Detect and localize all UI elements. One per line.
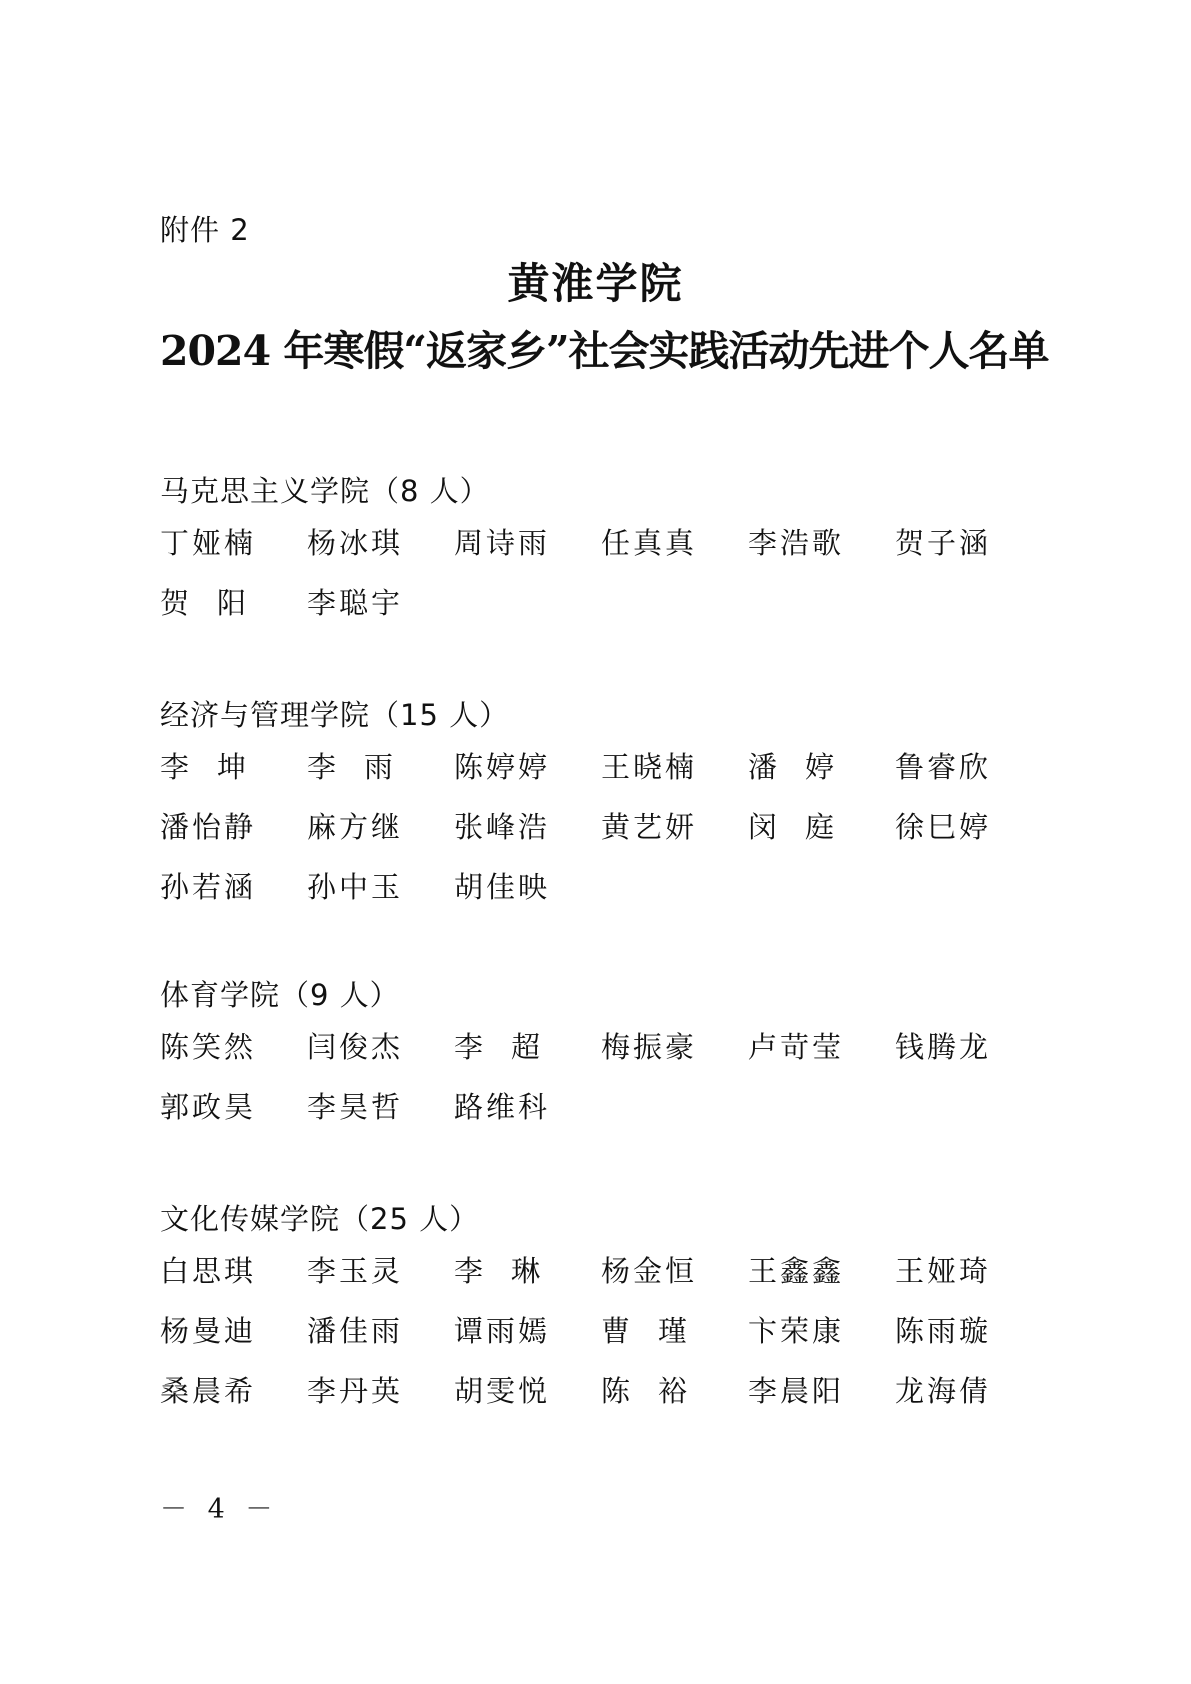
person-name: 李丹英 bbox=[307, 1374, 404, 1408]
person-name: 王晓楠 bbox=[601, 750, 698, 784]
person-name: 陈裕 bbox=[601, 1374, 716, 1408]
person-name: 杨曼迪 bbox=[160, 1314, 257, 1348]
person-name: 麻方继 bbox=[307, 810, 404, 844]
person-name: 杨金恒 bbox=[601, 1254, 698, 1288]
person-name: 桑晨希 bbox=[160, 1374, 257, 1408]
name-grid bbox=[160, 1253, 1042, 1433]
name-grid bbox=[160, 525, 1042, 645]
person-name: 郭政昊 bbox=[160, 1090, 257, 1124]
person-name: 鲁睿欣 bbox=[895, 750, 992, 784]
person-name: 张峰浩 bbox=[454, 810, 551, 844]
person-name: 贺子涵 bbox=[895, 526, 992, 560]
attachment-label: 附件 2 bbox=[160, 213, 250, 247]
section-marxism-college bbox=[160, 473, 1042, 645]
person-name: 孙中玉 bbox=[307, 870, 404, 904]
person-name: 杨冰琪 bbox=[307, 526, 404, 560]
person-name: 胡佳映 bbox=[454, 870, 551, 904]
person-name: 贺阳 bbox=[160, 586, 275, 620]
person-name: 卞荣康 bbox=[748, 1314, 845, 1348]
person-name: 潘怡静 bbox=[160, 810, 257, 844]
person-name: 钱腾龙 bbox=[895, 1030, 992, 1064]
section-heading: 马克思主义学院（8 人） bbox=[160, 474, 490, 508]
person-name: 李超 bbox=[454, 1030, 569, 1064]
section-heading: 经济与管理学院（15 人） bbox=[160, 698, 510, 732]
person-name: 路维科 bbox=[454, 1090, 551, 1124]
person-name: 李琳 bbox=[454, 1254, 569, 1288]
person-name: 卢苛莹 bbox=[748, 1030, 845, 1064]
person-name: 李聪宇 bbox=[307, 586, 404, 620]
person-name: 曹瑾 bbox=[601, 1314, 716, 1348]
page-number: － 4 － bbox=[160, 1494, 279, 1525]
person-name: 龙海倩 bbox=[895, 1374, 992, 1408]
person-name: 胡雯悦 bbox=[454, 1374, 551, 1408]
person-name: 徐巳婷 bbox=[895, 810, 992, 844]
person-name: 黄艺妍 bbox=[601, 810, 698, 844]
person-name: 梅振豪 bbox=[601, 1030, 698, 1064]
person-name: 任真真 bbox=[601, 526, 698, 560]
person-name: 王鑫鑫 bbox=[748, 1254, 845, 1288]
person-name: 孙若涵 bbox=[160, 870, 257, 904]
section-heading: 体育学院（9 人） bbox=[160, 978, 400, 1012]
section-culture-media-college bbox=[160, 1201, 1042, 1433]
person-name: 周诗雨 bbox=[454, 526, 551, 560]
name-grid bbox=[160, 1029, 1042, 1149]
person-name: 李昊哲 bbox=[307, 1090, 404, 1124]
person-name: 陈笑然 bbox=[160, 1030, 257, 1064]
section-economics-management-college bbox=[160, 697, 1042, 929]
person-name: 李晨阳 bbox=[748, 1374, 845, 1408]
person-name: 李玉灵 bbox=[307, 1254, 404, 1288]
person-name: 李浩歌 bbox=[748, 526, 845, 560]
person-name: 谭雨嫣 bbox=[454, 1314, 551, 1348]
person-name: 李坤 bbox=[160, 750, 275, 784]
section-sports-college bbox=[160, 977, 1042, 1149]
document-title-line1: 黄淮学院 bbox=[507, 259, 684, 308]
person-name: 闫俊杰 bbox=[307, 1030, 404, 1064]
person-name: 丁娅楠 bbox=[160, 526, 257, 560]
person-name: 潘佳雨 bbox=[307, 1314, 404, 1348]
person-name: 王娅琦 bbox=[895, 1254, 992, 1288]
name-grid bbox=[160, 749, 1042, 929]
person-name: 闵庭 bbox=[748, 810, 863, 844]
person-name: 潘婷 bbox=[748, 750, 863, 784]
person-name: 陈雨璇 bbox=[895, 1314, 992, 1348]
person-name: 陈婷婷 bbox=[454, 750, 551, 784]
person-name: 白思琪 bbox=[160, 1254, 257, 1288]
section-heading: 文化传媒学院（25 人） bbox=[160, 1202, 480, 1236]
document-title-line2: 2024 年寒假“返家乡”社会实践活动先进个人名单 bbox=[160, 327, 1049, 375]
person-name: 李雨 bbox=[307, 750, 422, 784]
